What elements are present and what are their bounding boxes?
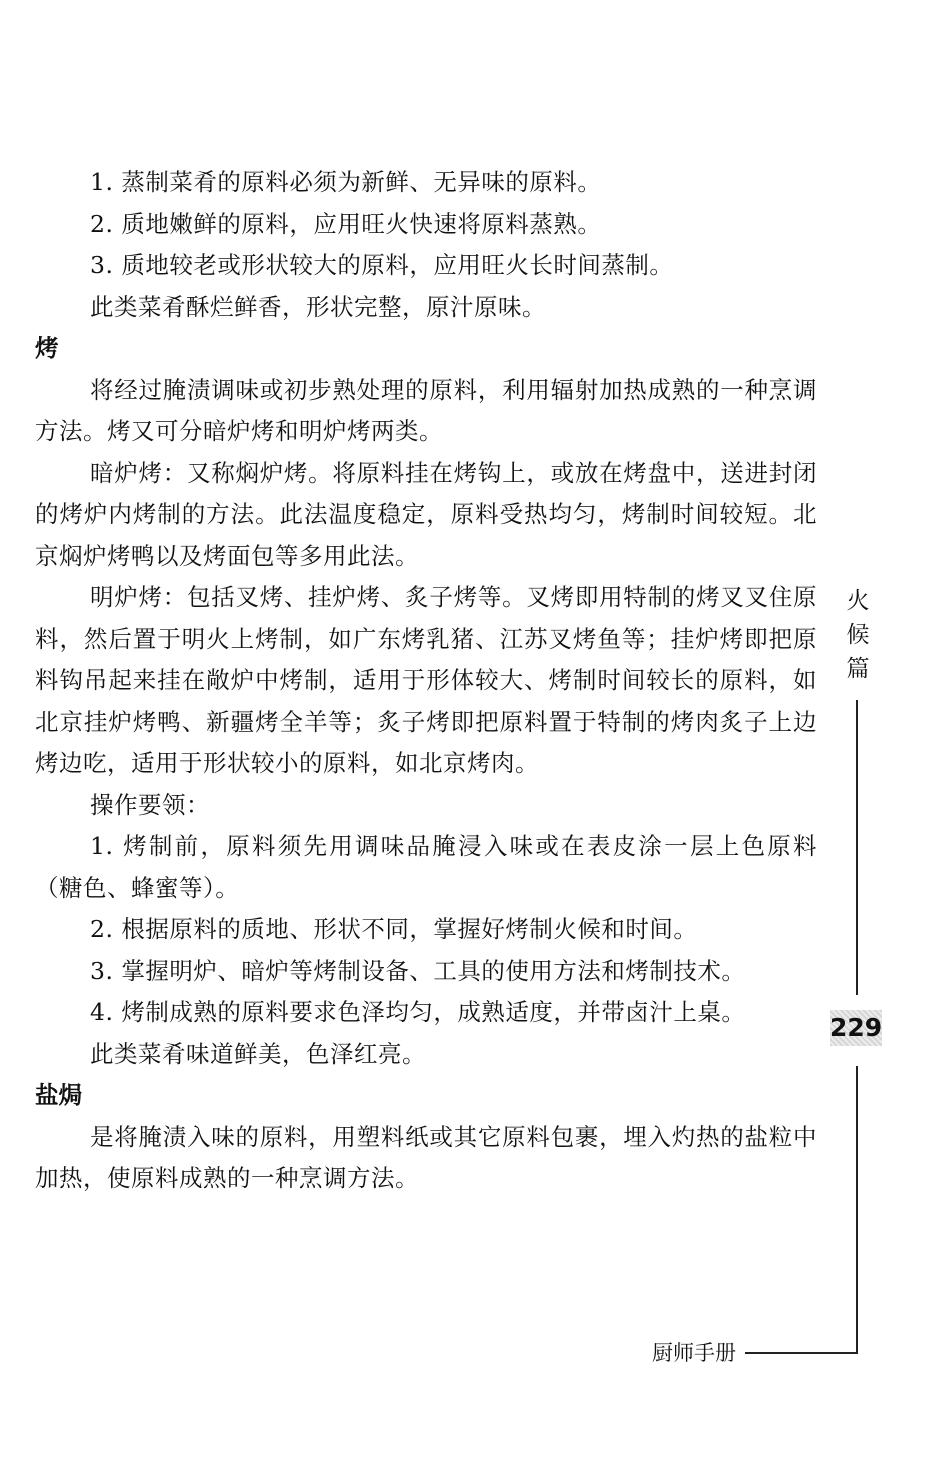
- side-label-char-1: 火: [846, 588, 870, 614]
- section-heading-salt-bake: 盐焗: [35, 1081, 82, 1109]
- steam-rule-3: 3. 质地较老或形状较大的原料，应用旺火长时间蒸制。: [90, 251, 674, 279]
- roast-closed-oven: 暗炉烤：又称焖炉烤。将原料挂在烤钩上，或放在烤盘中，送进封闭的烤炉内烤制的方法。此法温度稳定，原料受热均匀，烤制时间较短。北京焖炉烤鸭以及烤面包等多用此法。: [35, 458, 817, 570]
- roast-summary: 此类菜肴味道鲜美，色泽红亮。: [90, 1039, 426, 1068]
- roast-key-point-1: 1. 烤制前，原料须先用调味品腌浸入味或在表皮涂一层上色原料（糖色、蜂蜜等）。: [35, 832, 817, 902]
- side-label-char-3: 篇: [846, 656, 870, 682]
- roast-key-point-4: 4. 烤制成熟的原料要求色泽均匀，成熟适度，并带卤汁上桌。: [90, 998, 746, 1026]
- roast-open-oven: 明炉烤：包括叉烤、挂炉烤、炙子烤等。叉烤即用特制的烤叉叉住原料，然后置于明火上烤制，如广东烤乳猪、江苏叉烤鱼等；挂炉烤即把原料钩吊起来挂在敞炉中烤制，适用于形体较大、烤制时间较长的原料，如北京挂炉烤鸭、新疆烤全羊等；炙子烤即把原料置于特制的烤肉炙子上边烤边吃，适用于形状较小的原料，如北京烤肉。: [35, 583, 817, 777]
- page-number: 229: [830, 1010, 882, 1046]
- section-heading-roast: 烤: [35, 334, 59, 362]
- roast-definition: 将经过腌渍调味或初步熟处理的原料，利用辐射加热成熟的一种烹调方法。烤又可分暗炉烤和明炉烤两类。: [35, 375, 817, 445]
- margin-rule-top: [856, 700, 858, 995]
- salt-bake-definition: 是将腌渍入味的原料，用塑料纸或其它原料包裹，埋入灼热的盐粒中加热，使原料成熟的一种烹调方法。: [35, 1122, 817, 1192]
- margin-rule-bottom: [856, 1066, 858, 1353]
- section-side-label: [844, 584, 872, 686]
- roast-key-points-label: 操作要领：: [90, 790, 210, 819]
- roast-key-point-3: 3. 掌握明炉、暗炉等烤制设备、工具的使用方法和烤制技术。: [90, 956, 746, 985]
- footer-rule: [745, 1352, 858, 1354]
- steam-rule-2: 2. 质地嫩鲜的原料，应用旺火快速将原料蒸熟。: [90, 209, 602, 238]
- steam-rule-1: 1. 蒸制菜肴的原料必须为新鲜、无异味的原料。: [90, 168, 602, 196]
- roast-key-point-2: 2. 根据原料的质地、形状不同，掌握好烤制火候和时间。: [90, 915, 698, 943]
- main-text: [35, 162, 817, 1200]
- footer-book-title: 厨师手册: [652, 1338, 745, 1368]
- side-label-char-2: 候: [846, 622, 870, 648]
- steam-summary: 此类菜肴酥烂鲜香，形状完整，原汁原味。: [90, 292, 546, 321]
